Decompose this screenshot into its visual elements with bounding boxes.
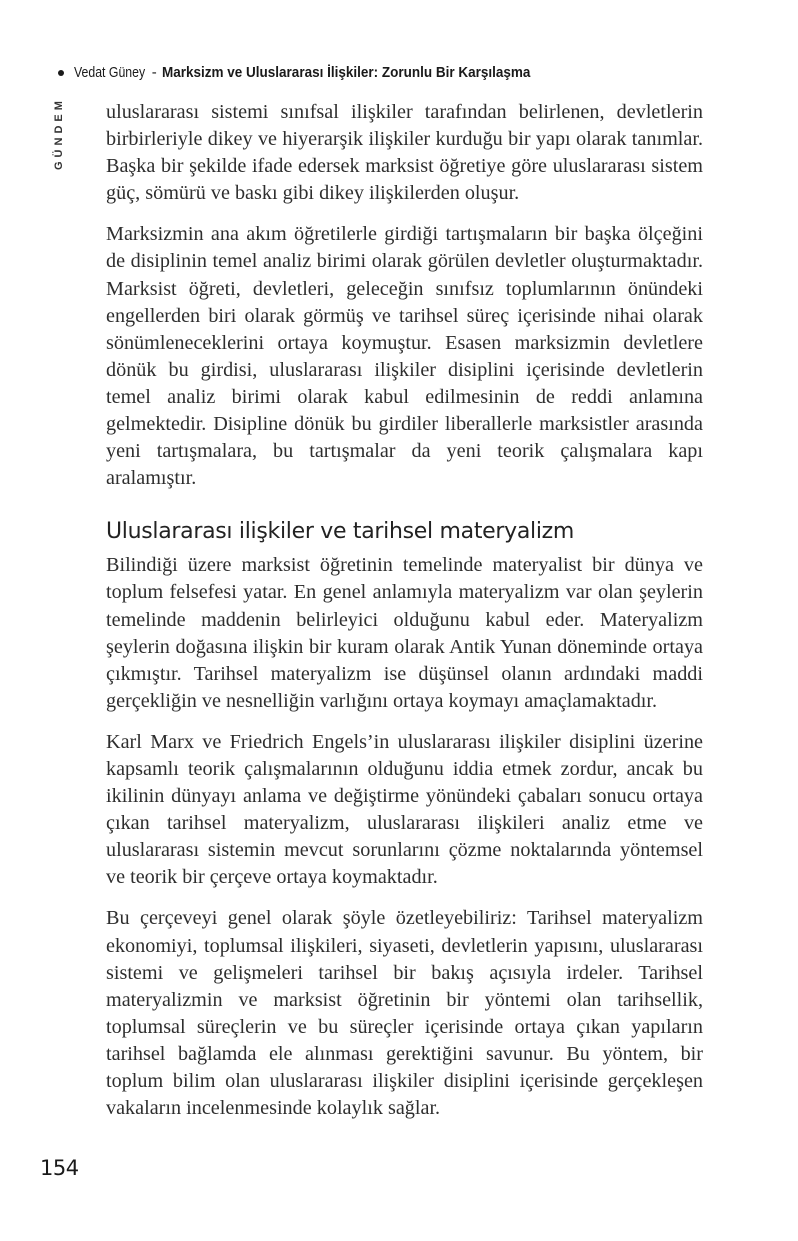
page-number: 154 [40, 1156, 79, 1180]
header-author: Vedat Güney [74, 64, 146, 81]
paragraph: Bu çerçeveyi genel olarak şöyle özetleyebiliriz: Tarihsel materyalizm ekonomiyi, toplumsal ilişkileri, siyaseti, devletlerin yapısını, uluslararası sistemi ve gelişmeleri tarihsel bir bakış açısıyla irdeler. Tarihsel materyalizmin ve marksist öğretinin bir yöntemi olan tarihsellik, toplumsal süreçlerin ve bu süreçler içerisinde ortaya çıkan yapıların tarihsel bağlamda ele alınması gerektiğini savunur. Bu yöntem, bir toplum bilim olan uluslararası ilişkiler disiplini içerisinde gerçekleşen vakaların incelenmesinde kolaylık sağlar. [106, 907, 703, 1120]
side-section-label: GÜNDEM [53, 97, 65, 170]
page-body [106, 99, 703, 1136]
section-heading: Uluslararası ilişkiler ve tarihsel materyalizm [106, 519, 575, 545]
paragraph: Bilindiği üzere marksist öğretinin temelinde materyalist bir dünya ve toplum felsefesi yatar. En genel anlamıyla materyalizm var olan şeylerin temelinde maddenin belirleyici olduğunu kabul eder. Materyalizm şeylerin doğasına ilişkin bir kuram olarak Antik Yunan döneminde ortaya çıkmıştır. Tarihsel materyalizm ise düşünsel olanın ardındaki maddi gerçekliğin ve nesnelliğin varlığını ortaya koymayı amaçlamaktadır. [106, 554, 703, 712]
paragraph: Marksizmin ana akım öğretilerle girdiği tartışmaların bir başka ölçeğini de disiplinin temel analiz birimi olarak görülen devletler oluşturmaktadır. Marksist öğreti, devletleri, geleceğin sınıfsız toplumlarının önündeki engellerden biri olarak görmüş ve tarihsel süreç içerisinde nihai olarak sönümleneceklerini ortaya koymuştur. Esasen marksizmin devletlere dönük bu girdisi, uluslararası ilişkiler disiplini içerisinde devletlerin temel analiz birimi olarak kabul edilmesinin de reddi anlamına gelmektedir. Disipline dönük bu girdiler liberallerle marksistler arasında yeni tartışmalara, bu tartışmalar da yeni teorik çalışmalara kapı aralamıştır. [106, 223, 703, 490]
running-header [58, 64, 571, 81]
header-title: Marksizm ve Uluslararası İlişkiler: Zorunlu Bir Karşılaşma [161, 64, 531, 81]
bullet-icon [58, 70, 64, 76]
header-separator: - [151, 64, 157, 81]
paragraph: Karl Marx ve Friedrich Engels’in uluslararası ilişkiler disiplini üzerine kapsamlı teorik çalışmalarının olduğunu iddia etmek zordur, ancak bu ikilinin dünyayı anlama ve değiştirme yönündeki çabaları sonucu ortaya çıkan tarihsel materyalizm, uluslararası ilişkileri analiz etme ve uluslararası sistemin mevcut sorunlarını çözme noktalarında yöntemsel ve teorik bir çerçeve ortaya koymaktadır. [106, 730, 703, 889]
paragraph: uluslararası sistemi sınıfsal ilişkiler tarafından belirlenen, devletlerin birbirleriyle dikey ve hiyerarşik ilişkiler kurduğu bir yapı olarak tanımlar. Başka bir şekilde ifade edersek marksist öğretiye göre uluslararası sistem güç, sömürü ve baskı gibi dikey ilişkilerden oluşur. [106, 101, 703, 205]
